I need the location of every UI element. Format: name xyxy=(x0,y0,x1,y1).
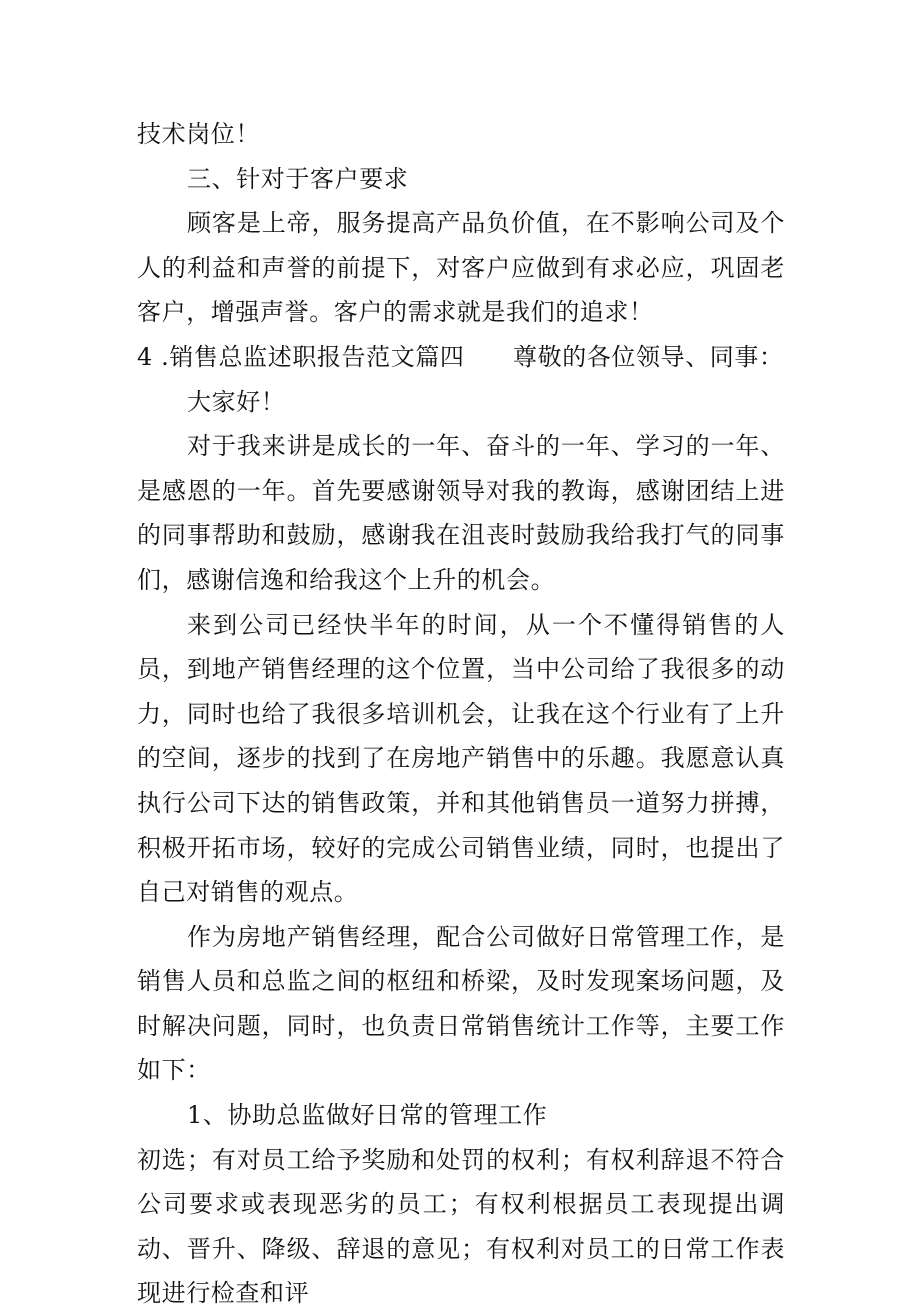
paragraph-continuation: 技术岗位！ xyxy=(137,120,260,148)
paragraph-company-growth: 来到公司已经快半年的时间，从一个不懂得销售的人员，到地产销售经理的这个位置，当中公司给了我很多的动力，同时也给了我很多培训机会，让我在这个行业有了上升的空间，逐步的找到了在房地产销售中的乐趣。我愿意认真执行公司下达的销售政策，并和其他销售员一道努力拼搏，积极开拓市场，较好的完成公司销售业绩，同时，也提出了自己对销售的观点。 xyxy=(137,610,785,907)
section-heading-customer: 三、针对于客户要求 xyxy=(187,164,409,193)
document-body xyxy=(137,112,785,1316)
paragraph-customer: 顾客是上帝，服务提高产品负价值，在不影响公司及个人的利益和声誉的前提下，对客户应做到有求必应，巩固老客户，增强声誉。客户的需求就是我们的追求！ xyxy=(137,209,785,327)
paragraph-manager-role: 作为房地产销售经理，配合公司做好日常管理工作，是销售人员和总监之间的枢纽和桥梁，及时发现案场问题，及时解决问题，同时，也负责日常销售统计工作等，主要工作如下： xyxy=(137,922,785,1085)
list-item-heading: 1、协助总监做好日常的管理工作 xyxy=(187,1101,548,1130)
article-heading-line xyxy=(137,335,785,380)
paragraph-authority: 初选；有对员工给予奖励和处罚的权利；有权利辞退不符合公司要求或表现恶劣的员工；有权利根据员工表现提出调动、晋升、降级、辞退的意见；有权利对员工的日常工作表现进行检查和评 xyxy=(137,1145,785,1308)
greeting: 大家好！ xyxy=(187,387,286,416)
paragraph-year-review: 对于我来讲是成长的一年、奋斗的一年、学习的一年、是感恩的一年。首先要感谢领导对我的教诲，感谢团结上进的同事帮助和鼓励，感谢我在沮丧时鼓励我给我打气的同事们，感谢信逸和给我这个上升的机会。 xyxy=(137,432,785,594)
salutation: 尊敬的各位领导、同事： xyxy=(513,342,784,371)
article-title: 4 .销售总监述职报告范文篇四 xyxy=(137,342,465,371)
